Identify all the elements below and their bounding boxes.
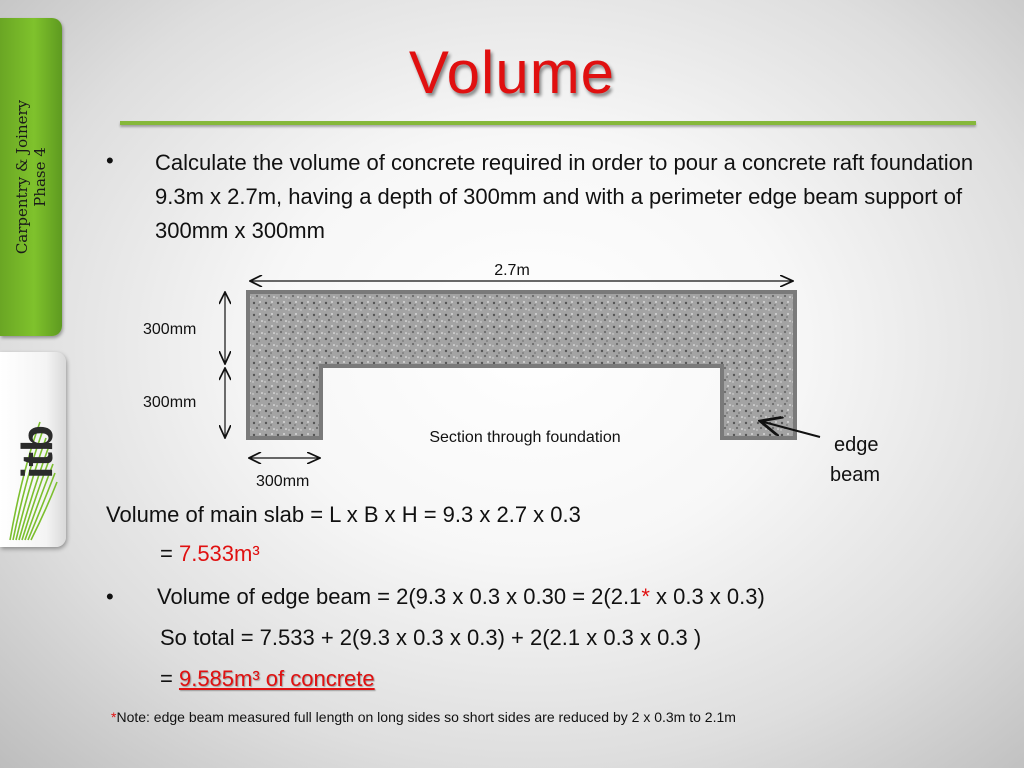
question-text: Calculate the volume of concrete required in order to pour a concrete raft foundation 9.3m x 2.7m, having a depth of 300mm and with a perimeter edge beam support of 300mm x 300mm [155, 150, 974, 243]
main-slab-formula: Volume of main slab = L x B x H = 9.3 x 2.7 x 0.3 [106, 502, 581, 527]
beam-depth-label: 300mm [143, 394, 197, 411]
bullet-icon: • [106, 148, 114, 173]
total-result-line [160, 666, 375, 692]
total-calculation: So total = 7.533 + 2(9.3 x 0.3 x 0.3) + 2(2.1 x 0.3 x 0.3 ) [160, 625, 702, 650]
slab-depth-label: 300mm [143, 321, 197, 338]
itb-logo-text: itb [13, 425, 62, 479]
main-slab-result-line [160, 541, 260, 567]
slide-title: Volume [408, 39, 616, 106]
main-slab-equals: = [160, 541, 179, 566]
edge-beam-calculation [157, 584, 765, 610]
edge-beam-label-line1: edge [834, 434, 879, 456]
edge-beam-label-line2: beam [830, 464, 881, 486]
edge-beam-formula-part2: x 0.3 x 0.3) [649, 584, 765, 609]
foundation-section-shape [248, 292, 795, 438]
section-caption: Section through foundation [429, 429, 621, 446]
main-slab-result: 7.533m³ [178, 541, 260, 566]
main-slab-calculation [106, 502, 581, 528]
footnote-asterisk: * [111, 709, 117, 725]
total-result: 9.585m³ of concrete [178, 666, 375, 691]
edge-beam-asterisk: * [641, 584, 650, 609]
edge-beam-formula-part1: Volume of edge beam = 2(9.3 x 0.3 x 0.30 = 2(2.1 [157, 584, 642, 609]
course-name: Carpentry & Joinery [13, 99, 31, 255]
width-dimension-label: 2.7m [494, 262, 530, 279]
beam-width-label: 300mm [256, 473, 310, 490]
bullet-icon: • [106, 584, 114, 609]
footnote-text: Note: edge beam measured full length on long sides so short sides are reduced by 2 x 0.3m to 2.1m [116, 709, 736, 725]
footnote [111, 709, 736, 725]
phase-name: Phase 4 [31, 147, 49, 207]
total-equals: = [160, 666, 179, 691]
